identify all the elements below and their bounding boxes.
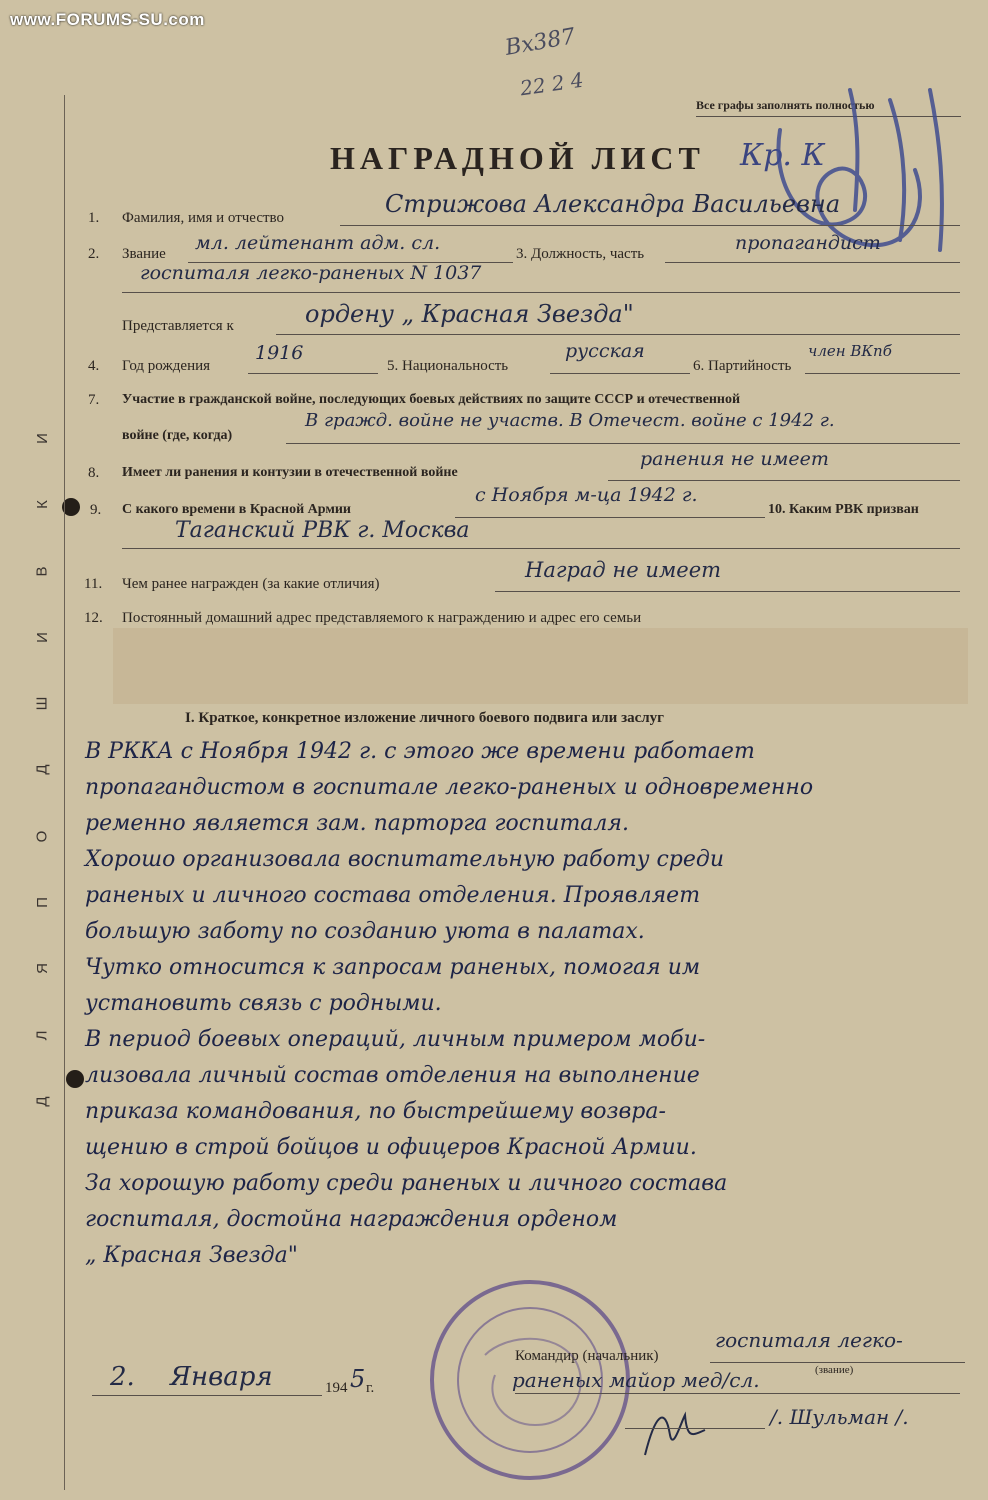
archive-number: Вх387 [503,24,578,61]
rule [665,262,960,263]
narrative-line: приказа командования, по быстрейшему возвра- [85,1099,666,1124]
row-number: 4. [88,358,100,374]
rule [340,225,960,226]
field-value-position: пропагандист [735,232,881,254]
punch-hole [66,1070,84,1088]
sidebar-letter: Д [33,764,51,776]
field-value-prior-awards: Наград не имеет [525,558,722,582]
rule [286,443,960,444]
narrative-line: раненых и личного состава отделения. Проявляет [85,883,701,908]
signer-name: /. Шульман /. [770,1405,909,1429]
narrative-line: госпиталя, достойна награждения орденом [85,1207,618,1232]
narrative-line: щению в строй бойцов и офицеров Красной Армии. [85,1135,697,1160]
commander-value: госпиталя легко- [715,1328,903,1352]
year-prefix: 194 [325,1380,348,1396]
narrative-line: пропагандистом в госпитале легко-раненых и одновременно [85,775,814,800]
narrative-line: За хорошую работу среди раненых и личного состава [85,1171,728,1196]
narrative-line: ременно является зам. парторга госпиталя. [85,811,629,836]
field-value-rank: мл. лейтенант адм. сл. [195,232,441,254]
field-label-name: Фамилия, имя и отчество [122,210,285,226]
narrative-line: Чутко относится к запросам раненых, помогая им [85,955,701,980]
margin-rule [64,95,65,1490]
field-label-party: 6. Партийность [693,358,792,374]
rule [710,1362,965,1363]
header-note: Все графы заполнять полностью [696,98,875,112]
field-value-name: Стрижова Александра Васильевна [385,190,841,218]
rule [608,480,960,481]
document-title: НАГРАДНОЙ ЛИСТ [330,140,705,176]
rule [248,373,378,374]
field-value-award: ордену „ Красная Звезда" [305,300,634,328]
sidebar-letter: К [33,500,51,510]
field-label-nationality: 5. Национальность [387,358,509,374]
field-label-rank: Звание [122,246,166,262]
field-label-participation: Участие в гражданской войне, последующих боевых действиях по защите СССР и отечественной [122,392,741,407]
field-label-prior-awards: Чем ранее награжден (за какие отличия) [122,576,380,592]
sidebar-letter: О [33,830,51,843]
commander-label: Командир (начальник) [515,1348,659,1364]
date-day: 2. [110,1362,135,1392]
field-value-service-since: с Ноября м-ца 1942 г. [475,484,698,506]
field-label-participation-2: войне (где, когда) [122,428,233,443]
rule [495,591,960,592]
sidebar-letter: Ш [33,696,51,711]
year-suffix: г. [366,1380,375,1396]
field-label-birthyear: Год рождения [122,358,211,374]
row-number: 7. [88,392,100,408]
archive-number-sub: 22 2 4 [518,67,585,101]
field-value-party: член ВКпб [808,342,892,360]
field-label-award: Представляется к [122,318,234,334]
year-digit: 5 [350,1365,366,1393]
row-number: 2. [88,246,100,262]
title-hand-note: Кр. К [740,138,825,173]
commander-rank-value: раненых майор мед/сл. [512,1368,760,1392]
sidebar-letter: Д [33,1096,51,1107]
field-label-wounds: Имеет ли ранения и контузии в отечественной войне [122,465,458,480]
field-value-birthyear: 1916 [255,342,304,364]
rule [455,517,765,518]
date-month: Января [170,1362,273,1392]
rule [550,373,690,374]
rule [805,373,960,374]
redacted-address [113,628,968,704]
watermark: www.FORUMS-SU.com [10,10,205,29]
field-value-nationality: русская [565,340,645,362]
rule [122,292,960,293]
rule [276,334,960,335]
sidebar-letter: В [33,566,51,577]
row-number: 11. [84,576,103,592]
sidebar-letter: Л [33,1030,51,1041]
field-label-rvk: 10. Каким РВК призван [768,502,919,517]
row-number: 12. [84,610,103,626]
narrative [85,734,975,1274]
field-label-service-since: С какого времени в Красной Армии [122,502,351,517]
field-label-address: Постоянный домашний адрес представляемого к награждению и адрес его семьи [122,610,642,626]
section-heading: I. Краткое, конкретное изложение личного боевого подвига или заслуг [185,710,664,726]
rank-label: (звание) [815,1364,854,1376]
narrative-line: лизовала личный состав отделения на выполнение [85,1063,700,1088]
narrative-line: „ Красная Звезда" [85,1243,298,1268]
field-label-position: 3. Должность, часть [516,246,645,262]
row-number: 9. [90,502,102,518]
narrative-line: установить связь с родными. [85,991,442,1016]
field-value-participation: В гражд. войне не участв. В Отечест. войне с 1942 г. [305,410,835,431]
field-value-unit: госпиталя легко-раненых N 1037 [140,262,482,284]
narrative-line: В РККА с Ноября 1942 г. с этого же времени работает [85,739,755,764]
signature-mark [635,1395,715,1465]
rule [515,1393,960,1394]
sidebar-letter: Я [33,963,51,975]
rule [92,1395,322,1396]
sidebar-letter: И [33,632,51,643]
row-number: 8. [88,465,100,481]
rule [625,1428,765,1429]
field-value-rvk: Таганский РВК г. Москва [175,518,470,543]
rule [122,548,960,549]
sidebar-letter: И [33,433,51,444]
sidebar-letter: П [33,897,51,908]
narrative-line: Хорошо организовала воспитательную работу среди [85,847,725,872]
row-number: 1. [88,210,100,226]
sidebar-binding-label [22,430,62,1110]
narrative-line: В период боевых операций, личным примером моби- [85,1027,706,1052]
narrative-line: большую заботу по созданию уюта в палатах. [85,919,645,944]
field-value-wounds: ранения не имеет [640,448,829,470]
